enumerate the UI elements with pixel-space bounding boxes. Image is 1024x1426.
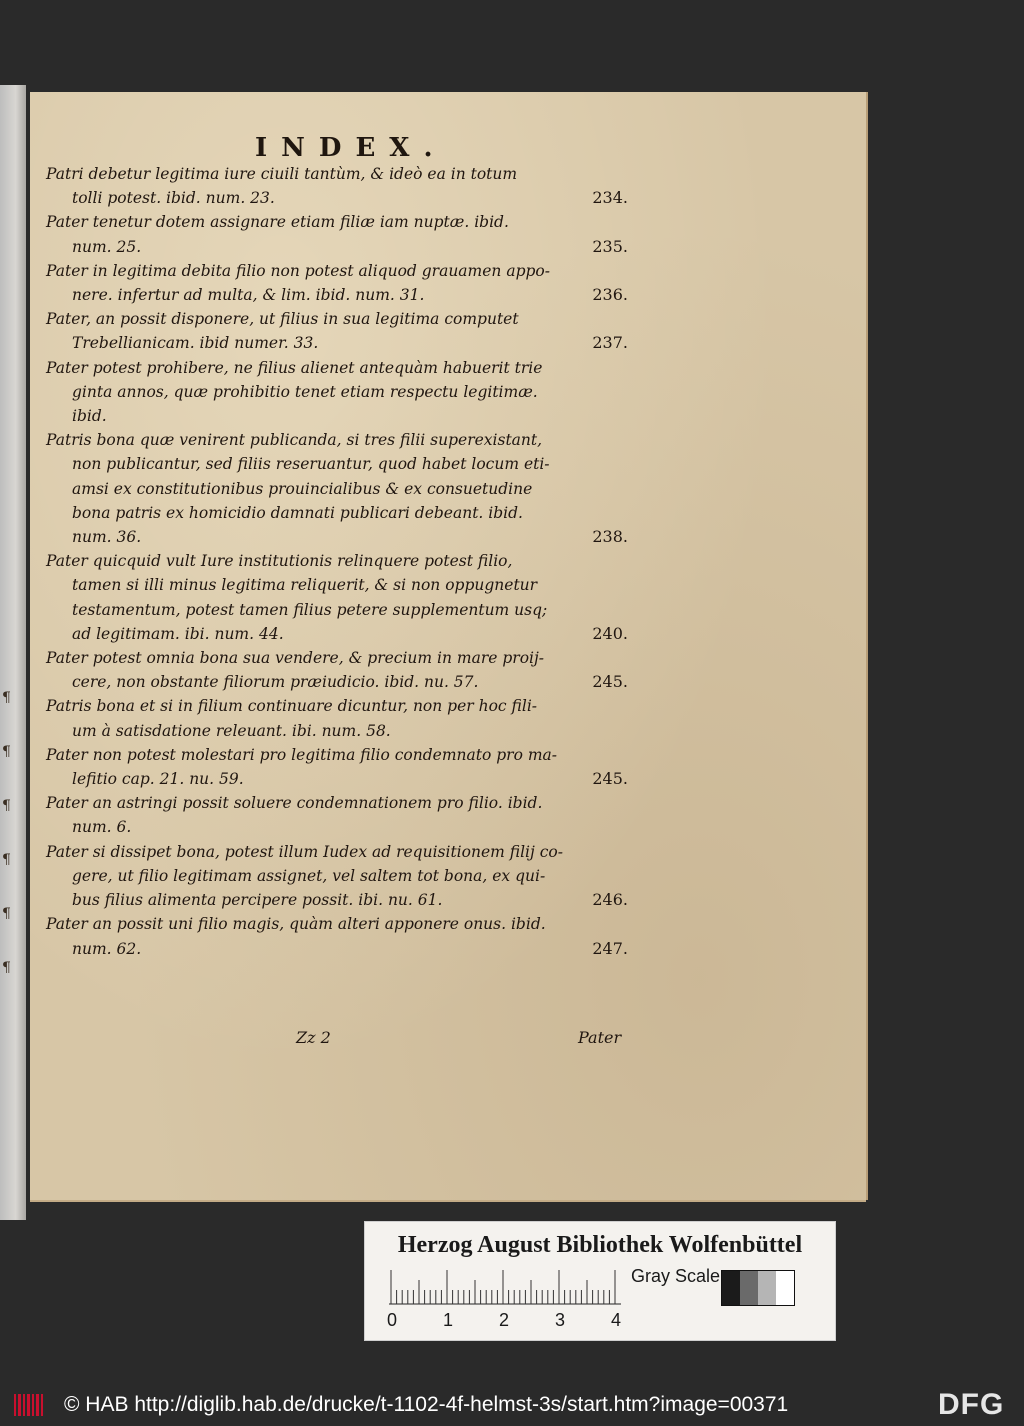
index-entry: [46, 307, 646, 355]
entry-line: Trebellianicam. ibid numer. 33.: [72, 334, 319, 353]
entry-line: Pater quicquid vult Iure institutionis relinquere potest filio,: [46, 552, 513, 571]
margin-mark: ¶: [2, 906, 11, 922]
entry-line: um à satisdatione releuant. ibi. num. 58.: [72, 721, 391, 740]
entry-line: Patri debetur legitima iure ciuili tantùm, & ideò ea in totum: [46, 165, 518, 183]
entry-page-number: 235.: [592, 236, 628, 256]
entry-line: Patris bona quæ venirent publicanda, si tres filii superexistant,: [46, 431, 543, 450]
gray-swatch: [722, 1271, 740, 1305]
index-entry: [46, 259, 646, 307]
hab-barcode-icon: [14, 1394, 46, 1422]
adjacent-page-marks: [0, 580, 16, 1000]
entry-line: Pater potest omnia bona sua vendere, & precium in mare proij-: [46, 649, 545, 668]
entry-line: ad legitimam. ibi. num. 44.: [72, 624, 284, 643]
color-calibration-card: [364, 1221, 836, 1341]
entry-page-number: 246.: [592, 890, 628, 910]
entry-line: Pater tenetur dotem assignare etiam filiæ iam nuptæ. ibid.: [46, 213, 509, 232]
entry-line: num. 62.: [72, 939, 142, 958]
copyright-link[interactable]: © HAB http://diglib.hab.de/drucke/t-1102-4f-helmst-3s/start.htm?image=00371: [64, 1393, 789, 1416]
index-entry: [46, 646, 646, 694]
entry-line: non publicantur, sed filiis reseruantur, quod habet locum eti-: [72, 455, 550, 474]
index-entry: [46, 791, 646, 839]
entry-line: ginta annos, quæ prohibitio tenet etiam respectu legitimæ.: [72, 382, 538, 401]
entry-line: gere, ut filio legitimam assignet, vel saltem tot bona, ex qui-: [72, 866, 546, 885]
ruler-label: 4: [611, 1310, 622, 1330]
entry-page-number: 238.: [592, 527, 628, 547]
gray-scale-label: Gray Scale: [631, 1266, 721, 1286]
entry-line: Pater non potest molestari pro legitima filio condemnato pro ma-: [46, 745, 558, 764]
signature-mark: Zz 2: [296, 1028, 331, 1047]
entry-line: Pater in legitima debita filio non potest aliquod grauamen appo-: [46, 261, 550, 280]
entry-line: num. 6.: [72, 818, 132, 837]
margin-mark: ¶: [2, 690, 11, 706]
index-entry: [46, 162, 646, 210]
ruler-label: 2: [499, 1310, 510, 1330]
entry-page-number: 236.: [592, 285, 628, 305]
entry-line: num. 36.: [72, 528, 142, 547]
index-entry: [46, 912, 646, 960]
entry-line: Pater, an possit disponere, ut filius in sua legitima computet: [46, 310, 519, 329]
index-entry: [46, 428, 646, 549]
entry-line: Pater potest prohibere, ne filius alienet antequàm habuerit trie: [46, 358, 543, 377]
entry-page-number: 245.: [592, 769, 628, 789]
index-entry: [46, 840, 646, 913]
margin-mark: ¶: [2, 744, 11, 760]
margin-mark: ¶: [2, 798, 11, 814]
entry-line: num. 25.: [72, 237, 142, 256]
entry-page-number: 245.: [592, 672, 628, 692]
index-entry: [46, 743, 646, 791]
catchword: Pater: [578, 1028, 622, 1047]
entry-line: bona patris ex homicidio damnati publicari debeant. ibid.: [72, 503, 523, 522]
gray-swatch: [740, 1271, 758, 1305]
gray-scale-swatches: [721, 1270, 795, 1306]
entry-line: Patris bona et si in filium continuare dicuntur, non per hoc fili-: [46, 697, 538, 716]
ruler-label: 3: [555, 1310, 566, 1330]
entry-page-number: 247.: [592, 938, 628, 958]
entry-page-number: 240.: [592, 623, 628, 643]
entry-line: cere, non obstante filiorum præiudicio. ibid. nu. 57.: [72, 673, 479, 692]
entry-page-number: 234.: [592, 188, 628, 208]
ruler-scale: [389, 1266, 621, 1306]
gray-swatch: [776, 1271, 794, 1305]
entry-line: Pater an possit uni filio magis, quàm alteri apponere onus. ibid.: [46, 915, 546, 934]
entry-page-number: 237.: [592, 333, 628, 353]
ruler-label: 1: [443, 1310, 454, 1330]
index-entry: [46, 694, 646, 742]
entry-line: amsi ex constitutionibus prouincialibus & ex consuetudine: [72, 479, 533, 498]
margin-mark: ¶: [2, 960, 11, 976]
index-entry: [46, 356, 646, 429]
dfg-logo: DFG: [938, 1388, 1005, 1421]
index-entry: [46, 549, 646, 646]
entry-line: nere. infertur ad multa, & lim. ibid. num. 31.: [72, 286, 425, 305]
entry-line: tamen si illi minus legitima reliquerit, & si non oppugnetur: [72, 576, 538, 595]
index-entries: [46, 162, 646, 961]
index-entry: [46, 210, 646, 258]
entry-line: ibid.: [72, 407, 107, 426]
entry-line: tolli potest. ibid. num. 23.: [72, 189, 275, 208]
card-title: Herzog August Bibliothek Wolfenbüttel: [397, 1232, 803, 1258]
entry-line: testamentum, potest tamen filius petere supplementum usq;: [72, 600, 548, 619]
entry-line: lefitio cap. 21. nu. 59.: [72, 770, 244, 789]
page-header: INDEX.: [255, 133, 447, 163]
entry-line: bus filius alimenta percipere possit. ibi. nu. 61.: [72, 891, 443, 910]
ruler-label: 0: [387, 1310, 398, 1330]
entry-line: Pater si dissipet bona, potest illum Iudex ad requisitionem filij co-: [46, 842, 563, 861]
margin-mark: ¶: [2, 852, 11, 868]
gray-swatch: [758, 1271, 776, 1305]
footer-bar: [0, 1384, 1024, 1426]
entry-line: Pater an astringi possit soluere condemnationem pro filio. ibid.: [46, 794, 543, 813]
